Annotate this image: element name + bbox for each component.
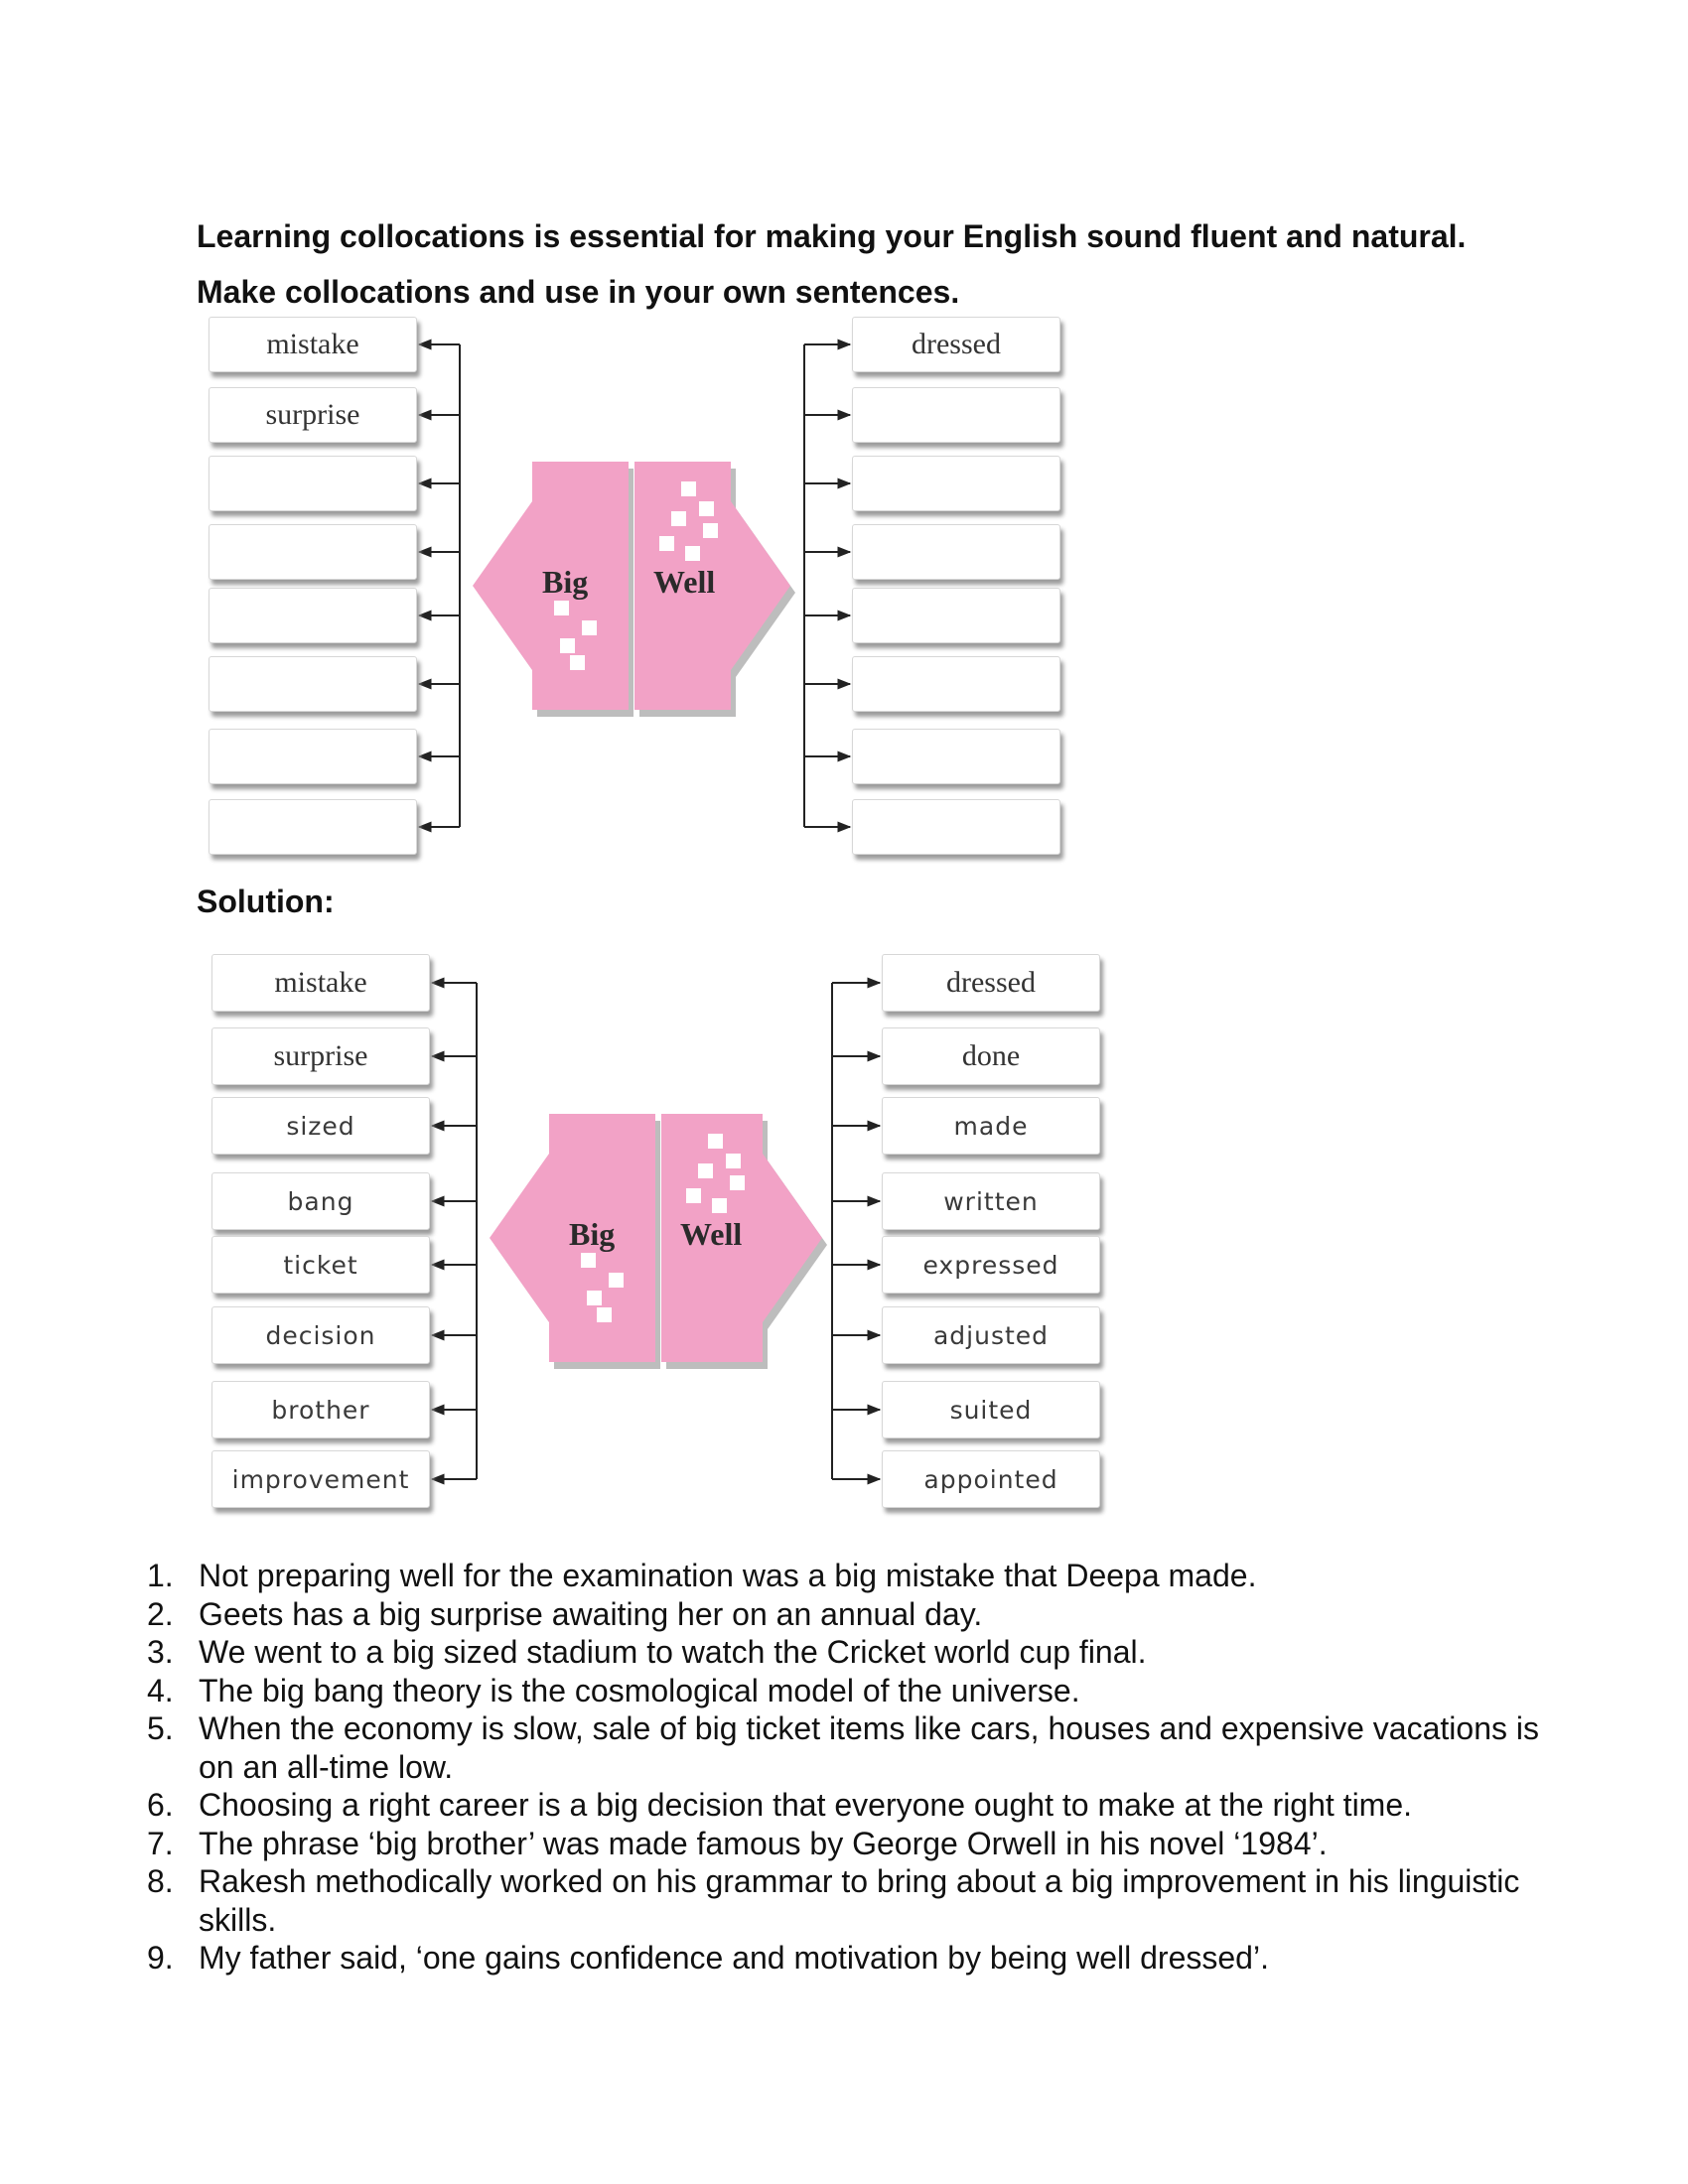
left-word-box: sized (211, 1097, 430, 1155)
solution-heading: Solution: (197, 884, 335, 919)
sentence-text: The big bang theory is the cosmological model of the universe. (199, 1672, 1080, 1708)
right-word-box: written (882, 1172, 1100, 1230)
sentence-number: 3. (147, 1634, 174, 1670)
sentence-text: When the economy is slow, sale of big ticket items like cars, houses and expensive vacations is on an all-time low. (199, 1710, 1539, 1785)
sentence-number: 7. (147, 1825, 174, 1861)
sentence-number: 5. (147, 1710, 174, 1746)
sentence-item (141, 1862, 1551, 1939)
left-word-box (209, 456, 417, 511)
sentence-item (141, 1786, 1551, 1825)
right-word-box: appointed (882, 1450, 1100, 1508)
sentence-item (141, 1939, 1551, 1978)
sentence-number: 8. (147, 1863, 174, 1899)
big-well-hexagon (473, 462, 795, 717)
right-word-box (852, 456, 1060, 511)
left-word-box: mistake (211, 954, 430, 1012)
sentence-text: Geets has a big surprise awaiting her on an annual day. (199, 1595, 983, 1632)
left-word-box: brother (211, 1381, 430, 1438)
left-word-box: surprise (211, 1027, 430, 1085)
sentence-text: Rakesh methodically worked on his grammar to bring about a big improvement in his linguistic skills. (199, 1863, 1520, 1938)
left-word-box: surprise (209, 387, 417, 443)
sentence-list (141, 1557, 1551, 1978)
sentence-number: 4. (147, 1672, 174, 1708)
right-word-box: dressed (852, 317, 1060, 372)
right-word-box: dressed (882, 954, 1100, 1012)
right-word-box: adjusted (882, 1306, 1100, 1364)
sentence-item (141, 1633, 1551, 1672)
big-well-hexagon (490, 1114, 827, 1369)
right-word-box: suited (882, 1381, 1100, 1438)
sentence-text: Not preparing well for the examination was a big mistake that Deepa made. (199, 1558, 1257, 1593)
sentence-number: 9. (147, 1940, 174, 1976)
sentence-item (141, 1709, 1551, 1786)
left-word-box (209, 729, 417, 784)
center-label-well: Well (653, 564, 716, 600)
sentence-number: 1. (147, 1558, 174, 1593)
right-word-box: done (882, 1027, 1100, 1085)
right-word-box (852, 799, 1060, 855)
sentence-item (141, 1825, 1551, 1863)
right-word-box (852, 656, 1060, 712)
center-label-big: Big (569, 1216, 616, 1252)
sentence-text: We went to a big sized stadium to watch the Cricket world cup final. (199, 1634, 1147, 1670)
sentence-item (141, 1595, 1551, 1634)
solution-diagram (197, 953, 1140, 1529)
sentence-number: 6. (147, 1787, 174, 1823)
right-word-box (852, 588, 1060, 643)
sentence-number: 2. (147, 1595, 174, 1632)
left-word-box (209, 799, 417, 855)
left-word-box: bang (211, 1172, 430, 1230)
left-word-box: mistake (209, 317, 417, 372)
left-word-box (209, 524, 417, 580)
sentence-text: My father said, ‘one gains confidence and motivation by being well dressed’. (199, 1940, 1269, 1976)
left-word-box: improvement (211, 1450, 430, 1508)
sentence-text: The phrase ‘big brother’ was made famous by George Orwell in his novel ‘1984’. (199, 1825, 1328, 1861)
left-word-box: ticket (211, 1236, 430, 1294)
right-word-box: expressed (882, 1236, 1100, 1294)
center-label-big: Big (542, 564, 589, 600)
sentence-item (141, 1557, 1551, 1595)
right-word-box (852, 387, 1060, 443)
sentence-text: Choosing a right career is a big decision that everyone ought to make at the right time. (199, 1787, 1413, 1823)
right-word-box (852, 729, 1060, 784)
right-word-box: made (882, 1097, 1100, 1155)
right-word-box (852, 524, 1060, 580)
sentence-item (141, 1672, 1551, 1710)
left-word-box (209, 588, 417, 643)
instruction-text: Learning collocations is essential for making your English sound fluent and natural. Make collocations and use in your own sentences. (197, 218, 1467, 310)
exercise-diagram (197, 313, 1090, 869)
left-word-box: decision (211, 1306, 430, 1364)
left-word-box (209, 656, 417, 712)
center-label-well: Well (680, 1216, 743, 1252)
